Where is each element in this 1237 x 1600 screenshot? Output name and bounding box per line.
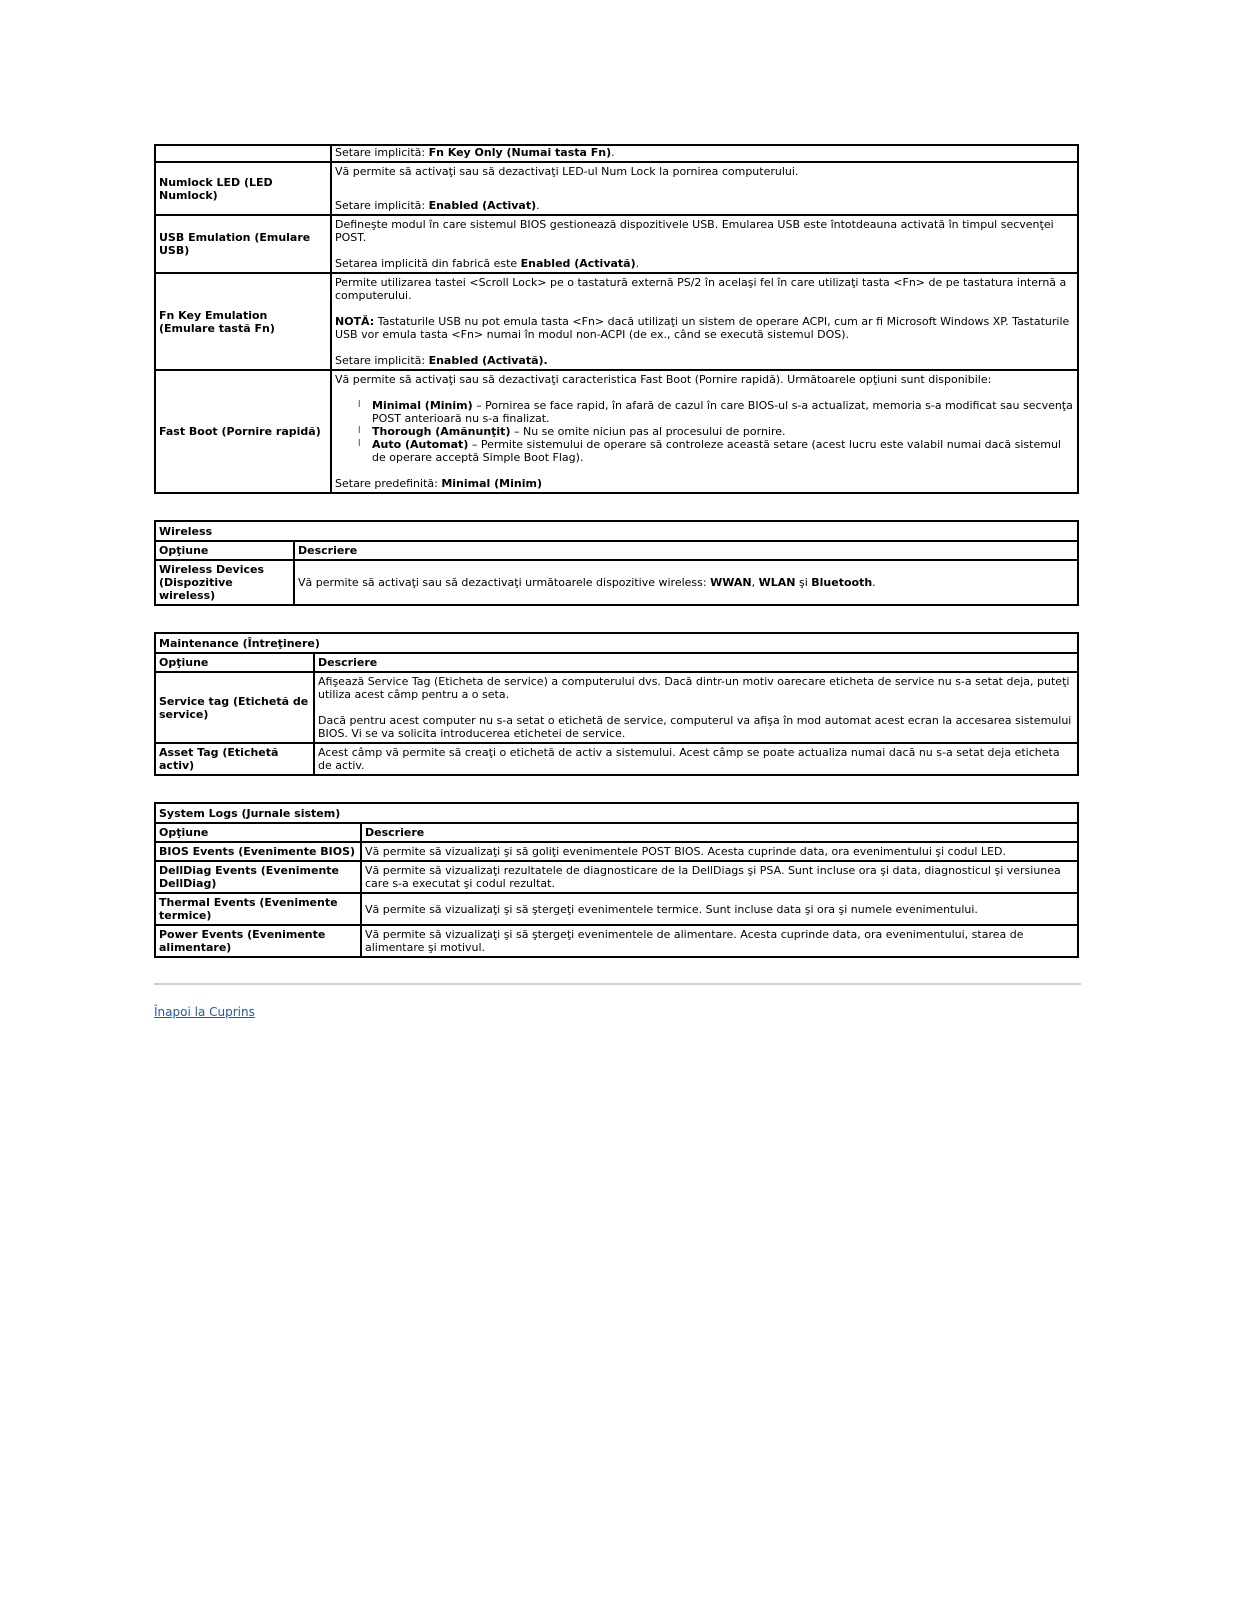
description-cell	[294, 560, 1078, 605]
description-cell: Vă permite să vizualizaţi şi să goliţi evenimentele POST BIOS. Acesta cuprinde data, ora evenimentului şi codul LED.	[361, 842, 1078, 861]
bullet-icon: l	[358, 400, 361, 410]
description-cell	[314, 743, 1078, 775]
description-text: Defineşte modul în care sistemul BIOS gestionează dispozitivele USB. Emularea USB este întotdeauna activată în timpul secvenţei POST.	[335, 218, 1054, 244]
maintenance-table	[154, 632, 1079, 776]
description-text: Acest câmp vă permite să creaţi o etichetă de activ a sistemului. Acest câmp se poate actualiza numai dacă nu s-a setat deja eticheta de activ.	[318, 746, 1060, 772]
table-row	[155, 215, 1078, 273]
description-text: Permite utilizarea tastei <Scroll Lock> pe o tastatură externă PS/2 în acelaşi fel în care utilizaţi tasta <Fn> de pe tastatura internă a computerului.	[335, 276, 1067, 302]
table-row	[155, 370, 1078, 493]
description-cell	[331, 370, 1078, 493]
description-text: Vă permite să activaţi sau să dezactivaţi caracteristica Fast Boot (Pornire rapidă). Următoarele opţiuni sunt disponibile:	[335, 373, 992, 386]
description-cell	[331, 215, 1078, 273]
table-row	[155, 743, 1078, 775]
description-text: Vă permite să activaţi sau să dezactivaţi următoarele dispozitive wireless: WWAN, WLAN şi Bluetooth.	[298, 576, 876, 589]
description-cell	[314, 672, 1078, 743]
back-to-contents-link[interactable]: Înapoi la Cuprins	[154, 1005, 255, 1019]
table-row	[155, 861, 1078, 893]
table-row	[155, 145, 1078, 162]
description-cell: Vă permite să vizualizaţi şi să ştergeţi evenimentele de alimentare. Acesta cuprinde data, ora evenimentului, starea de alimentare şi motivul.	[361, 925, 1078, 957]
description-text: Afişează Service Tag (Eticheta de service) a computerului dvs. Dacă dintr-un motiv oarecare eticheta de service nu s-a setat deja, puteţi utiliza acest câmp pentru a o seta.	[318, 675, 1070, 701]
table-row	[155, 842, 1078, 861]
table-row	[155, 672, 1078, 743]
description-cell	[331, 273, 1078, 370]
table-title: Maintenance (Întreţinere)	[155, 633, 1078, 653]
list-item: l Minimal (Minim) – Pornirea se face rapid, în afară de cazul în care BIOS-ul s-a actualizat, memoria s-a modificat sau secvenţa POST anterioară nu s-a finalizat.	[358, 399, 1073, 425]
table-title: Wireless	[155, 521, 1078, 541]
column-header-description: Descriere	[294, 541, 1078, 560]
description-text: Vă permite să activaţi sau să dezactivaţi LED-ul Num Lock la pornirea computerului.	[335, 165, 799, 178]
default-setting: Setare predefinită: Minimal (Minim)	[335, 477, 542, 490]
column-header-description: Descriere	[361, 823, 1078, 842]
bullet-icon: l	[358, 439, 361, 449]
option-name: Wireless Devices (Dispozitive wireless)	[155, 560, 294, 605]
default-setting: Setare implicită: Fn Key Only (Numai tasta Fn).	[335, 146, 615, 159]
table-row	[155, 893, 1078, 925]
description-cell: Vă permite să vizualizaţi rezultatele de diagnosticare de la DellDiags şi PSA. Sunt incluse ora şi data, diagnosticul şi versiunea care s-a executat şi codul rezultat.	[361, 861, 1078, 893]
description-cell	[331, 162, 1078, 215]
table-row	[155, 273, 1078, 370]
option-name: BIOS Events (Evenimente BIOS)	[155, 842, 361, 861]
integrated-devices-table	[154, 144, 1079, 494]
default-setting: Setarea implicită din fabrică este Enabled (Activată).	[335, 257, 640, 270]
document-body	[154, 144, 1079, 1019]
option-name: Service tag (Etichetă de service)	[155, 672, 314, 743]
column-header-option: Opţiune	[155, 823, 361, 842]
default-setting: Setare implicită: Enabled (Activată).	[335, 354, 548, 367]
option-name: Numlock LED (LED Numlock)	[155, 162, 331, 215]
bullet-icon: l	[358, 426, 361, 436]
list-item: l Auto (Automat) – Permite sistemului de operare să controleze această setare (acest lucru este valabil numai dacă sistemul de operare acceptă Simple Boot Flag).	[358, 438, 1061, 464]
option-name: USB Emulation (Emulare USB)	[155, 215, 331, 273]
option-name: Thermal Events (Evenimente termice)	[155, 893, 361, 925]
column-header-option: Opţiune	[155, 541, 294, 560]
option-name: Fn Key Emulation (Emulare tastă Fn)	[155, 273, 331, 370]
list-item: l Thorough (Amănunţit) – Nu se omite niciun pas al procesului de pornire.	[358, 425, 786, 438]
description-cell	[331, 145, 1078, 162]
column-header-description: Descriere	[314, 653, 1078, 672]
footer-separator	[154, 983, 1081, 985]
option-name: Power Events (Evenimente alimentare)	[155, 925, 361, 957]
table-row	[155, 925, 1078, 957]
option-name: DellDiag Events (Evenimente DellDiag)	[155, 861, 361, 893]
table-row	[155, 560, 1078, 605]
table-row	[155, 162, 1078, 215]
wireless-table	[154, 520, 1079, 606]
description-cell: Vă permite să vizualizaţi şi să ştergeţi evenimentele termice. Sunt incluse data şi ora şi numele evenimentului.	[361, 893, 1078, 925]
column-header-option: Opţiune	[155, 653, 314, 672]
note-text: NOTĂ: Tastaturile USB nu pot emula tasta <Fn> dacă utilizaţi un sistem de operare ACPI, cum ar fi Microsoft Windows XP. Tastaturile USB vor emula tasta <Fn> numai în modul non-ACPI (de ex., când se execută sistemul DOS).	[335, 315, 1070, 341]
default-setting: Setare implicită: Enabled (Activat).	[335, 199, 540, 212]
option-name: Asset Tag (Etichetă activ)	[155, 743, 314, 775]
table-title: System Logs (Jurnale sistem)	[155, 803, 1078, 823]
description-text: Dacă pentru acest computer nu s-a setat o etichetă de service, computerul va afişa în mod automat acest ecran la accesarea sistemului BIOS. Vi se va solicita introducerea etichetei de service.	[318, 714, 1072, 740]
option-cell	[155, 145, 331, 162]
option-name: Fast Boot (Pornire rapidă)	[155, 370, 331, 493]
system-logs-table	[154, 802, 1079, 958]
fast-boot-options-list	[335, 399, 1074, 464]
